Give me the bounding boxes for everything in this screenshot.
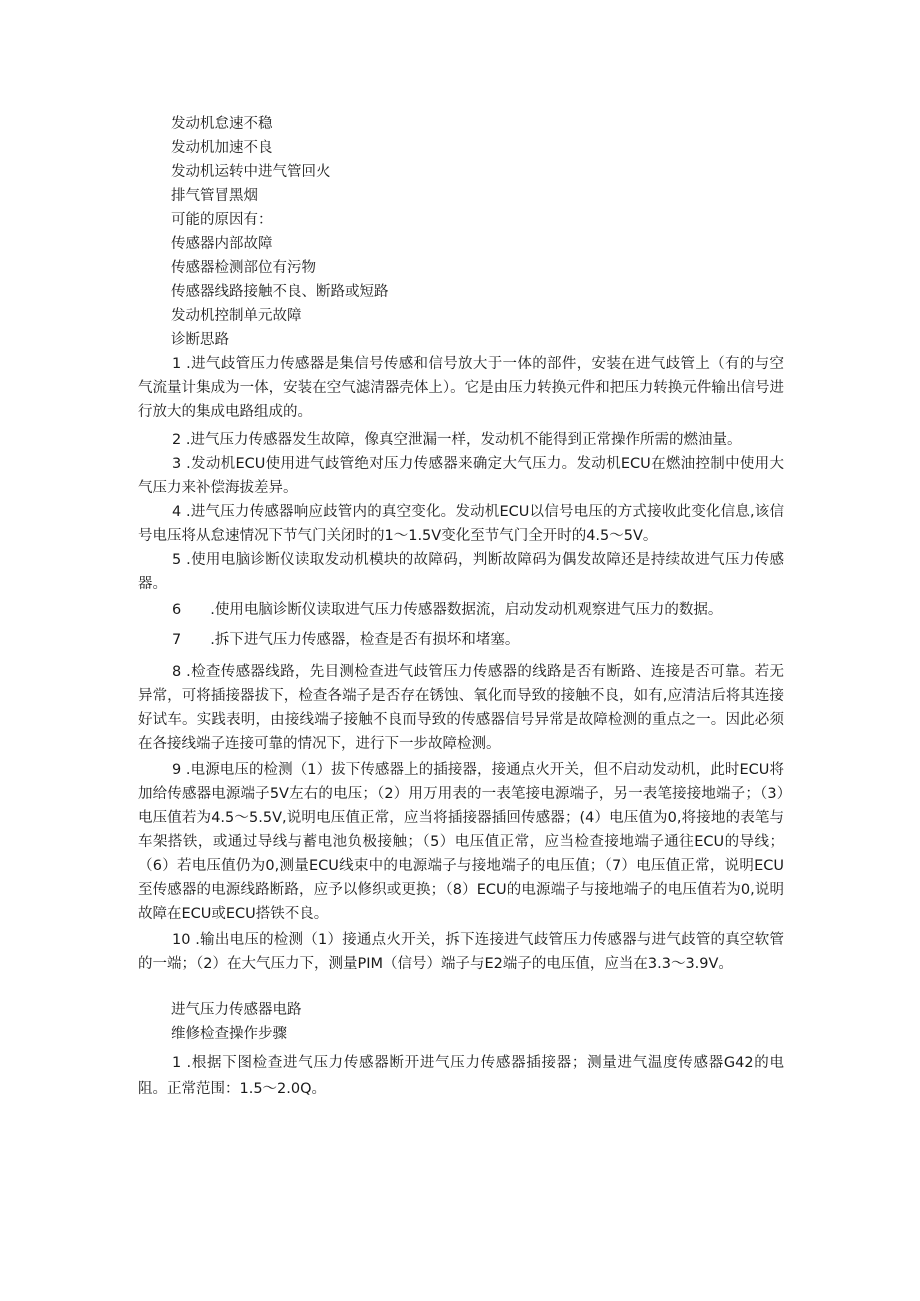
repair-step-1: 1 .根据下图检查进气压力传感器断开进气压力传感器插接器；测量进气温度传感器G42的电阻。正常范围：1.5～2.0Q。 [138,1055,784,1097]
repair-heading: 维修检查操作步骤 [171,1026,287,1042]
diagnosis-step-2: 2 .进气压力传感器发生故障，像真空泄漏一样，发动机不能得到正常操作所需的燃油量。 [172,432,742,448]
diagnosis-step-1: 1 .进气歧管压力传感器是集信号传感和信号放大于一体的部件，安装在进气歧管上（有的与空气流量计集成为一体，安装在空气滤清器壳体上）。它是由压力转换元件和把压力转换元件输出信号进行放大的集成电路组成的。 [138,356,784,420]
symptom-line: 发动机加速不良 [171,140,273,156]
causes-heading: 可能的原因有： [171,212,273,228]
diagnosis-step-10: 10 .输出电压的检测（1）接通点火开关，拆下连接进气歧管压力传感器与进气歧管的真空软管的一端；（2）在大气压力下，测量PIM（信号）端子与E2端子的电压值，应当在3.3～3.9V。 [138,932,784,972]
diagnosis-step-9: 9 .电源电压的检测（1）拔下传感器上的插接器，接通点火开关，但不启动发动机，此时ECU将加给传感器电源端子5V左右的电压；（2）用万用表的一表笔接电源端子，另一表笔接接地端子；（3）电压值若为4.5～5.5V,说明电压值正常，应当将插接器插回传感器；(4）电压值为0,将接地的表笔与车架搭铁，或通过导线与蓄电池负极接触；（5）电压值正常，应当检查接地端子通往ECU的导线；（6）若电压值仍为0,测量ECU线束中的电源端子与接地端子的电压值；（7）电压值正常，说明ECU至传感器的电源线路断路，应予以修织或更换；（8）ECU的电源端子与接地端子的电压值若为0,说明故障在ECU或ECU搭铁不良。 [138,762,784,922]
symptom-line: 排气管冒黑烟 [171,188,258,204]
diagnosis-step-7: 7 .拆下进气压力传感器，检查是否有损坏和堵塞。 [172,632,520,648]
diagnosis-step-4: 4 .进气压力传感器响应歧管内的真空变化。发动机ECU以信号电压的方式接收此变化信息,该信号电压将从怠速情况下节气门关闭时的1～1.5V变化至节气门全开时的4.5～5V。 [138,504,784,544]
diagnosis-step-6: 6 .使用电脑诊断仪读取进气压力传感器数据流，启动发动机观察进气压力的数据。 [172,602,723,618]
symptom-line: 发动机运转中进气管回火 [171,164,331,180]
diagnosis-step-8: 8 .检查传感器线路，先目测检查进气歧管压力传感器的线路是否有断路、连接是否可靠。若无异常，可将插接器拔下，检查各端子是否存在锈蚀、氧化而导致的接触不良，如有,应清洁后将其连接好试车。实践表明，由接线端子接触不良而导致的传感器信号异常是故障检测的重点之一。因此必须在各接线端子连接可靠的情况下，进行下一步故障检测。 [138,664,784,752]
cause-line: 传感器内部故障 [171,236,273,252]
diagnosis-step-5: 5 .使用电脑诊断仪读取发动机模块的故障码，判断故障码为偶发故障还是持续故进气压力传感器。 [138,552,784,592]
circuit-heading: 进气压力传感器电路 [171,1002,302,1018]
diagnosis-step-3: 3 .发动机ECU使用进气歧管绝对压力传感器来确定大气压力。发动机ECU在燃油控制中使用大气压力来补偿海拔差异。 [138,456,784,496]
symptom-line: 发动机怠速不稳 [171,116,273,132]
diagnosis-heading: 诊断思路 [171,332,229,348]
cause-line: 传感器检测部位有污物 [171,260,316,276]
cause-line: 传感器线路接触不良、断路或短路 [171,284,389,300]
cause-line: 发动机控制单元故障 [171,308,302,324]
